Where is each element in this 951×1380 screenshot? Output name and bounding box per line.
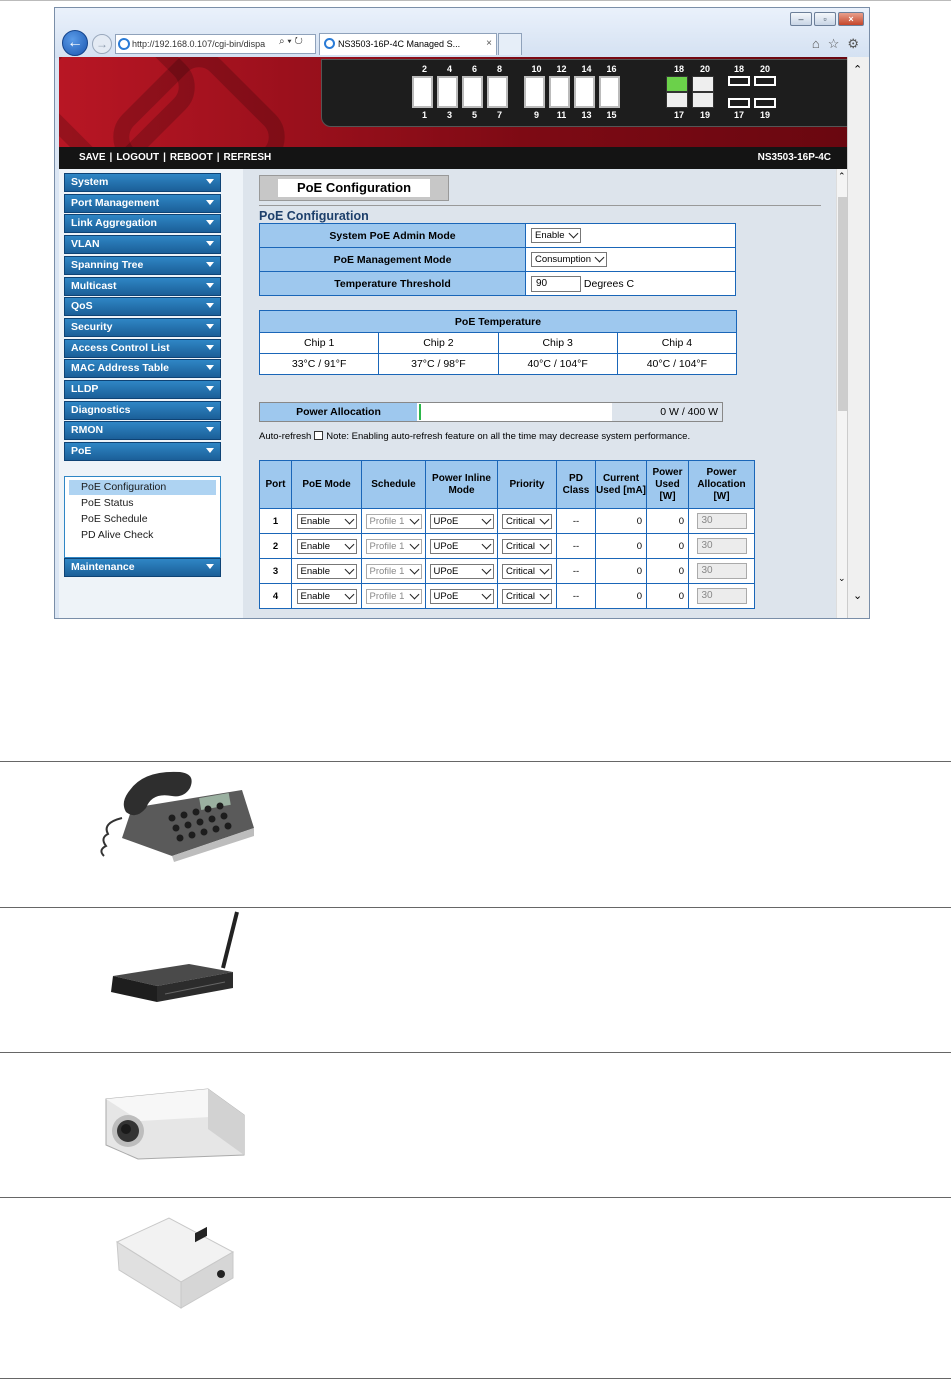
col-power-allocation: Power Allocation [W]: [689, 461, 755, 509]
power-allocation-value: 0 W / 400 W: [612, 403, 722, 421]
sidebar-item-rmon[interactable]: [64, 421, 221, 440]
scroll-down-icon[interactable]: ⌄: [853, 590, 863, 602]
ethernet-port[interactable]: [487, 76, 508, 108]
col-schedule: Schedule: [362, 461, 426, 509]
table-row: [260, 534, 755, 559]
port-label: 14: [581, 64, 592, 74]
priority-select[interactable]: Critical: [502, 514, 552, 529]
schedule-cell: [362, 584, 426, 609]
sidebar-item-port-management[interactable]: [64, 194, 221, 213]
sidebar-item-label: RMON: [71, 424, 104, 437]
sfp-labels-top: [726, 64, 778, 74]
port-label: 2: [421, 64, 427, 74]
sidebar-item-lldp[interactable]: [64, 380, 221, 399]
sidebar-item-qos[interactable]: [64, 297, 221, 316]
sidebar-item-system[interactable]: [64, 173, 221, 192]
poe-splitter-image: [107, 1212, 242, 1312]
chip-temp: 40°C / 104°F: [617, 354, 736, 375]
chevron-down-icon: [206, 179, 214, 184]
chevron-down-icon: [206, 262, 214, 267]
address-text: http://192.168.0.107/cgi-bin/dispa: [132, 39, 266, 49]
sidebar-item-label: Security: [71, 320, 113, 333]
port-rows: [260, 509, 755, 609]
chip-name: Chip 4: [617, 333, 736, 354]
port-label: 12: [556, 64, 567, 74]
priority-cell: [498, 534, 557, 559]
sidebar: [59, 169, 243, 619]
port-label: 17: [673, 110, 684, 120]
port-label: 9: [533, 110, 539, 120]
row-divider: [0, 907, 951, 908]
table-row: [260, 354, 737, 375]
port-label: 16: [606, 64, 617, 74]
temp-threshold-input[interactable]: 90: [531, 276, 581, 292]
port-number: 2: [260, 534, 292, 559]
port-label: 17: [733, 110, 744, 120]
model-name: NS3503-16P-4C: [757, 152, 831, 163]
port-panel: [321, 59, 847, 127]
power-allocation-input: 30: [697, 588, 747, 604]
sidebar-item-vlan[interactable]: [64, 235, 221, 254]
chevron-down-icon: [206, 200, 214, 205]
sidebar-item-label: MAC Address Table: [71, 362, 170, 375]
content-scrollbar[interactable]: [836, 169, 847, 619]
sidebar-item-maintenance[interactable]: [64, 558, 221, 577]
poe-temperature-table: [259, 310, 737, 375]
sidebar-item-access-control-list[interactable]: [64, 339, 221, 358]
sidebar-item-label: Maintenance: [71, 561, 135, 573]
mgmt-mode-cell: [526, 248, 736, 272]
priority-cell: [498, 509, 557, 534]
admin-mode-cell: [526, 224, 736, 248]
port-label: 18: [733, 64, 744, 74]
pd-class: --: [557, 509, 596, 534]
chip-name: Chip 1: [260, 333, 379, 354]
scroll-up-icon[interactable]: ⌃: [838, 171, 846, 181]
new-tab-button[interactable]: [498, 33, 522, 55]
uplink-labels-top: [666, 64, 718, 74]
table-row: [260, 559, 755, 584]
uplink-ports: [666, 76, 716, 108]
temp-threshold-label: Temperature Threshold: [260, 272, 526, 296]
scroll-up-icon[interactable]: ⌃: [853, 64, 863, 76]
row-divider: [0, 1197, 951, 1198]
ie-page-icon: [118, 38, 130, 50]
forward-arrow-icon: →: [96, 37, 108, 51]
chip-temp: 33°C / 91°F: [260, 354, 379, 375]
chevron-down-icon: [206, 283, 214, 288]
chevron-down-icon: [206, 324, 214, 329]
table-row: [260, 272, 736, 296]
col-poe-mode: PoE Mode: [292, 461, 362, 509]
alloc-cell: [689, 509, 755, 534]
tab-title: NS3503-16P-4C Managed S...: [338, 39, 461, 49]
sidebar-item-label: System: [71, 176, 109, 188]
port-number: 1: [260, 509, 292, 534]
title-divider: [259, 205, 821, 206]
menu-logout[interactable]: LOGOUT: [116, 152, 160, 163]
ethernet-port[interactable]: [549, 76, 570, 108]
port-label: 11: [556, 110, 567, 120]
port-label: 6: [471, 64, 477, 74]
menu-links: [79, 147, 271, 169]
schedule-select: Profile 1: [366, 589, 422, 604]
submenu-poe-schedule[interactable]: PoE Schedule: [81, 513, 148, 525]
sidebar-item-label: Spanning Tree: [71, 258, 144, 271]
table-row: [260, 224, 736, 248]
poe-mode-select[interactable]: Enable: [297, 564, 357, 579]
port-label: 18: [673, 64, 684, 74]
pd-class: --: [557, 559, 596, 584]
chevron-down-icon: [206, 448, 214, 453]
table-row: [260, 333, 737, 354]
current-used: 0: [596, 559, 647, 584]
sidebar-item-link-aggregation[interactable]: [64, 214, 221, 233]
switch-banner: [59, 57, 847, 147]
auto-refresh-checkbox[interactable]: [314, 431, 323, 440]
temp-threshold-unit: Degrees C: [583, 277, 635, 290]
menu-refresh[interactable]: REFRESH: [223, 152, 272, 163]
submenu-poe-configuration[interactable]: PoE Configuration: [69, 480, 216, 495]
uplink-labels-bottom: [666, 110, 718, 120]
sidebar-item-label: Multicast: [71, 279, 117, 292]
web-page: [59, 57, 847, 619]
current-used: 0: [596, 509, 647, 534]
menu-reboot[interactable]: REBOOT: [169, 152, 213, 163]
sidebar-item-label: Access Control List: [71, 341, 170, 354]
port-label: 5: [471, 110, 477, 120]
inline-mode-cell: [426, 584, 498, 609]
auto-refresh-label: Auto-refresh: [259, 431, 312, 442]
sidebar-item-diagnostics[interactable]: [64, 401, 221, 420]
maximize-button[interactable]: ▫: [814, 12, 836, 26]
col-power-inline-mode: Power Inline Mode: [426, 461, 498, 509]
submenu-pd-alive-check[interactable]: PD Alive Check: [81, 529, 154, 541]
back-arrow-icon: ←: [67, 34, 83, 51]
main-content: [243, 169, 836, 619]
port-labels-bottom: [412, 110, 624, 120]
row-divider: [0, 761, 951, 762]
ethernet-port[interactable]: [437, 76, 458, 108]
menu-save[interactable]: SAVE: [79, 152, 106, 163]
port-label: 3: [446, 110, 452, 120]
ethernet-port[interactable]: [462, 76, 483, 108]
temp-threshold-cell: [526, 272, 736, 296]
inline-mode-cell: [426, 509, 498, 534]
chevron-down-icon: [206, 303, 214, 308]
table-row: [260, 248, 736, 272]
sfp-slot[interactable]: [754, 76, 776, 86]
uplink-port-20[interactable]: [692, 76, 716, 108]
port-poe-table: [259, 460, 755, 609]
star-icon[interactable]: ☆: [827, 36, 840, 51]
ip-camera-image: [98, 1087, 248, 1162]
temperature-title: PoE Temperature: [260, 311, 737, 333]
port-label: 4: [446, 64, 452, 74]
chevron-down-icon: [206, 220, 214, 225]
scroll-down-icon[interactable]: ⌄: [838, 573, 846, 583]
priority-cell: [498, 584, 557, 609]
port-label: 20: [759, 64, 770, 74]
ethernet-port[interactable]: [574, 76, 595, 108]
port-number: 4: [260, 584, 292, 609]
wireless-ap-image: [105, 910, 240, 1005]
poe-mode-cell: [292, 584, 362, 609]
sfp-row-bottom: [728, 98, 776, 108]
alloc-cell: [689, 559, 755, 584]
sfp-slot[interactable]: [728, 98, 750, 108]
ip-phone-image: [92, 768, 257, 863]
table-row: [260, 311, 737, 333]
col-port: Port: [260, 461, 292, 509]
chevron-down-icon: [206, 386, 214, 391]
power-allocation-input: 30: [697, 563, 747, 579]
priority-cell: [498, 559, 557, 584]
sidebar-item-label: Port Management: [71, 196, 160, 209]
browser-right-icons: [812, 36, 859, 52]
power-allocation-input: 30: [697, 538, 747, 554]
schedule-select: Profile 1: [366, 514, 422, 529]
inline-mode-select[interactable]: UPoE: [430, 514, 494, 529]
inline-mode-cell: [426, 534, 498, 559]
page-title: PoE Configuration: [278, 179, 430, 197]
schedule-cell: [362, 559, 426, 584]
back-button[interactable]: [62, 30, 88, 56]
pd-class: --: [557, 534, 596, 559]
sfp-labels-bottom: [726, 110, 778, 120]
port-label: 19: [759, 110, 770, 120]
chip-name: Chip 2: [379, 333, 498, 354]
chevron-down-icon: [206, 427, 214, 432]
port-number: 3: [260, 559, 292, 584]
col-pd-class: PD Class: [557, 461, 596, 509]
row-divider: [0, 1378, 951, 1379]
menu-separator: |: [109, 152, 113, 163]
current-used: 0: [596, 534, 647, 559]
page-top-rule: [0, 0, 951, 1]
table-row: [260, 584, 755, 609]
sidebar-item-label: VLAN: [71, 238, 100, 251]
auto-refresh-note: Note: Enabling auto-refresh feature on all the time may decrease system performance.: [326, 431, 691, 442]
row-divider: [0, 1052, 951, 1053]
port-label: 20: [699, 64, 710, 74]
power-allocation-bar: [259, 402, 723, 422]
sfp-slot[interactable]: [728, 76, 750, 86]
auto-refresh-row: [259, 431, 690, 442]
top-menu-bar: [59, 147, 847, 169]
inline-mode-select[interactable]: UPoE: [430, 589, 494, 604]
port-labels-top: [412, 64, 624, 74]
sidebar-item-label: QoS: [71, 300, 93, 313]
port-jack: [692, 76, 714, 92]
power-used: 0: [647, 534, 689, 559]
home-icon[interactable]: ⌂: [811, 36, 820, 51]
chip-name: Chip 3: [498, 333, 617, 354]
ie-tab-icon: [324, 38, 335, 49]
port-led-active: [666, 76, 688, 92]
address-controls[interactable]: ⌕ ▾ ↻: [279, 36, 303, 47]
scrollbar-thumb[interactable]: [838, 197, 847, 411]
port-jack: [666, 92, 688, 108]
poe-mode-cell: [292, 509, 362, 534]
submenu-poe-status[interactable]: PoE Status: [81, 497, 134, 509]
menu-separator: |: [216, 152, 220, 163]
forward-button[interactable]: [92, 34, 112, 54]
port-label: 7: [496, 110, 502, 120]
uplink-port-18[interactable]: [666, 76, 690, 108]
chevron-down-icon: [206, 345, 214, 350]
sidebar-item-label: LLDP: [71, 383, 99, 395]
priority-select[interactable]: Critical: [502, 539, 552, 554]
sidebar-item-label: Link Aggregation: [71, 217, 157, 230]
poe-mode-cell: [292, 534, 362, 559]
chip-temp: 37°C / 98°F: [379, 354, 498, 375]
admin-mode-select[interactable]: Enable: [531, 228, 581, 243]
alloc-cell: [689, 584, 755, 609]
table-header-row: [260, 461, 755, 509]
port-label: 13: [581, 110, 592, 120]
chevron-down-icon: [206, 241, 214, 246]
window-caption-buttons: [790, 12, 864, 26]
power-allocation-label: Power Allocation: [260, 403, 417, 421]
col-priority: Priority: [498, 461, 557, 509]
ethernet-port[interactable]: [524, 76, 545, 108]
poe-mode-select[interactable]: Enable: [297, 514, 357, 529]
pd-class: --: [557, 584, 596, 609]
port-label: 10: [531, 64, 542, 74]
mgmt-mode-select[interactable]: Consumption: [531, 252, 607, 267]
tab-close-icon[interactable]: ×: [486, 38, 492, 49]
ethernet-port[interactable]: [412, 76, 433, 108]
priority-select[interactable]: Critical: [502, 564, 552, 579]
poe-mode-select[interactable]: Enable: [297, 589, 357, 604]
chevron-down-icon: [206, 564, 214, 569]
alloc-cell: [689, 534, 755, 559]
schedule-select: Profile 1: [366, 564, 422, 579]
sidebar-item-label: PoE: [71, 445, 92, 458]
sidebar-item-security[interactable]: [64, 318, 221, 337]
inline-mode-select[interactable]: UPoE: [430, 539, 494, 554]
port-jack: [692, 92, 714, 108]
col-current-used: Current Used [mA]: [596, 461, 647, 509]
power-used: 0: [647, 509, 689, 534]
port-label: 8: [496, 64, 502, 74]
schedule-select: Profile 1: [366, 539, 422, 554]
sfp-slot[interactable]: [754, 98, 776, 108]
sidebar-item-multicast[interactable]: [64, 277, 221, 296]
minimize-button[interactable]: –: [790, 12, 812, 26]
power-used: 0: [647, 584, 689, 609]
power-allocation-meter: [419, 404, 609, 420]
poe-config-table: [259, 223, 736, 296]
browser-chrome: [55, 8, 869, 58]
sfp-row-top: [728, 76, 776, 86]
inline-mode-select[interactable]: UPoE: [430, 564, 494, 579]
section-title: PoE Configuration: [259, 209, 369, 223]
current-used: 0: [596, 584, 647, 609]
browser-window: [54, 7, 870, 619]
close-window-button[interactable]: ×: [838, 12, 864, 26]
priority-select[interactable]: Critical: [502, 589, 552, 604]
port-row: [412, 76, 624, 108]
sidebar-item-poe[interactable]: [64, 442, 221, 461]
chevron-down-icon: [206, 365, 214, 370]
port-label: 1: [421, 110, 427, 120]
port-label: 15: [606, 110, 617, 120]
menu-separator: |: [163, 152, 166, 163]
admin-mode-label: System PoE Admin Mode: [260, 224, 526, 248]
chip-temp: 40°C / 104°F: [498, 354, 617, 375]
power-used: 0: [647, 559, 689, 584]
page-title-box: [259, 175, 449, 201]
chevron-down-icon: [206, 407, 214, 412]
gear-icon[interactable]: ⚙: [847, 36, 859, 51]
inline-mode-cell: [426, 559, 498, 584]
poe-mode-cell: [292, 559, 362, 584]
schedule-cell: [362, 534, 426, 559]
port-label: 19: [699, 110, 710, 120]
mgmt-mode-label: PoE Management Mode: [260, 248, 526, 272]
poe-submenu: [64, 476, 221, 558]
col-power-used: Power Used [W]: [647, 461, 689, 509]
schedule-cell: [362, 509, 426, 534]
power-allocation-input: 30: [697, 513, 747, 529]
ethernet-port[interactable]: [599, 76, 620, 108]
table-row: [260, 509, 755, 534]
sidebar-item-label: Diagnostics: [71, 403, 131, 416]
sidebar-item-spanning-tree[interactable]: [64, 256, 221, 275]
browser-tab[interactable]: [319, 33, 497, 55]
poe-mode-select[interactable]: Enable: [297, 539, 357, 554]
page-scrollbar[interactable]: [847, 57, 869, 619]
sidebar-item-mac-address-table[interactable]: [64, 359, 221, 378]
